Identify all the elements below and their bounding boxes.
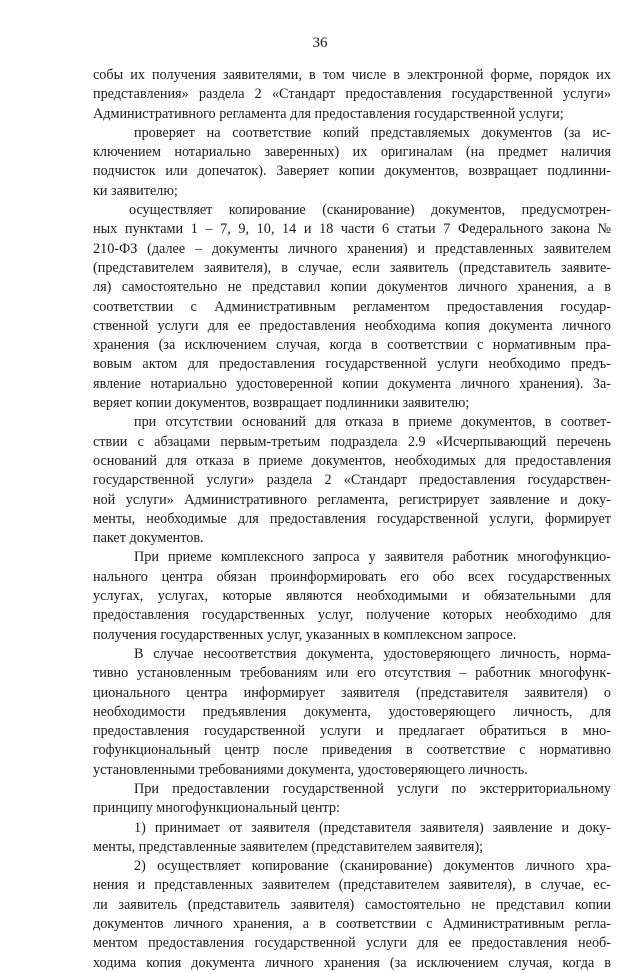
text-line: собы их получения заявителями, в том числе в электронной форме, порядок их	[93, 67, 611, 83]
text-line: ходима копия документа личного хранения (за исключением случая, когда в	[93, 954, 611, 971]
text-line: ной услуги» Административного регламента, регистрирует заявление и доку-	[93, 491, 611, 508]
text-line: проверяет на соответствие копий представляемых документов (за ис-	[134, 124, 611, 141]
text-line: хранения (за исключением случая, когда в соответствии с нормативным пра-	[93, 337, 611, 354]
text-line: При предоставлении государственной услуги по экстерриториальному	[134, 780, 611, 797]
text-line: принципу многофункциональный центр:	[93, 800, 340, 817]
text-line: 2) осуществляет копирование (сканирование) документов личного хра-	[134, 858, 611, 875]
text-line: 210-ФЗ (далее – документы личного хранения) и представленных заявителем	[93, 240, 611, 257]
text-line: (представителем заявителя), в случае, если заявитель (представитель заявите-	[93, 259, 611, 276]
text-line: услугах, услугах, которые являются необходимыми и обязательными для	[93, 588, 611, 605]
text-line: В случае несоответствия документа, удостоверяющего личность, норма-	[134, 645, 611, 662]
text-line: нения и представленных заявителем (представителем заявителя), в случае, ес-	[93, 877, 611, 894]
text-line: пакет документов.	[93, 530, 204, 547]
text-line: представления» раздела 2 «Стандарт предоставления государственной услуги»	[93, 86, 611, 103]
text-line: ментом предоставления государственной услуги для ее предоставления необ-	[93, 935, 611, 952]
text-line: ключением нотариально заверенных) их оригиналам (на предмет наличия	[93, 144, 611, 161]
text-line: веряет копии документов, возвращает подлинники заявителю;	[93, 395, 470, 412]
text-line: явление нотариально удостоверенной копии документа личного хранения). За-	[93, 375, 611, 392]
text-line: осуществляет копирование (сканирование) документов, предусмотрен-	[129, 202, 611, 219]
text-line: необходимости предъявления документа, удостоверяющего личность, для	[93, 703, 611, 720]
text-line: тивно установленным требованиям или его отсутствия – работник многофунк-	[93, 665, 611, 682]
text-line: 1) принимает от заявителя (представителя заявителя) заявление и доку-	[134, 819, 611, 836]
text-line: установленными требованиями документа, удостоверяющего личность.	[93, 761, 528, 778]
text-line: вовым актом для предоставления государственной услуги необходимо предъ-	[93, 356, 611, 373]
text-line: ственной услуги для ее предоставления необходима копия документа личного	[93, 317, 611, 334]
text-line: менты, представленные заявителем (представителем заявителя);	[93, 838, 484, 855]
text-line: Административного регламента для предоставления государственной услуги;	[93, 105, 564, 122]
text-line: подчисток или допечаток). Заверяет копии документов, возвращает подлинни-	[93, 163, 611, 180]
text-line: менты, необходимые для предоставления государственной услуги, формирует	[93, 510, 611, 527]
text-line: ля) самостоятельно не представил копии документов личного хранения, а в	[93, 279, 611, 296]
document-body	[93, 66, 611, 973]
text-line: ки заявителю;	[93, 182, 178, 199]
text-line: При приеме комплексного запроса у заявителя работник многофункцио-	[134, 549, 611, 566]
text-line: получения государственных услуг, указанных в комплексном запросе.	[93, 626, 517, 643]
text-line: документов личного хранения, а в соответствии с Административным регла-	[93, 916, 611, 933]
text-line: предоставления государственных услуг, получение которых необходимо для	[93, 607, 611, 624]
text-line: ли заявитель (представитель заявителя) самостоятельно не представил копии	[93, 896, 611, 913]
text-line: предоставления государственной услуги и предлагает обратиться в мно-	[93, 723, 611, 740]
text-line: ных пунктами 1 – 7, 9, 10, 14 и 18 части 6 статьи 7 Федерального закона №	[93, 221, 611, 238]
text-line: нального центра обязан проинформировать его обо всех государственных	[93, 568, 611, 585]
text-line: оснований для отказа в приеме документов, необходимых для предоставления	[93, 452, 611, 469]
text-line: ствии с абзацами первым-третьим подраздела 2.9 «Исчерпывающий перечень	[93, 433, 611, 450]
text-line: государственной услуги» раздела 2 «Стандарт предоставления государствен-	[93, 472, 611, 489]
page-number: 36	[312, 35, 328, 51]
text-line: соответствии с Административным регламентом предоставления государ-	[93, 298, 611, 315]
text-line: ционального центра информирует заявителя (представителя заявителя) о	[93, 684, 611, 701]
text-line: при отсутствии оснований для отказа в приеме документов, в соответ-	[134, 414, 611, 431]
text-line: гофункциональный центр после приведения в соответствие с нормативно	[93, 742, 611, 759]
